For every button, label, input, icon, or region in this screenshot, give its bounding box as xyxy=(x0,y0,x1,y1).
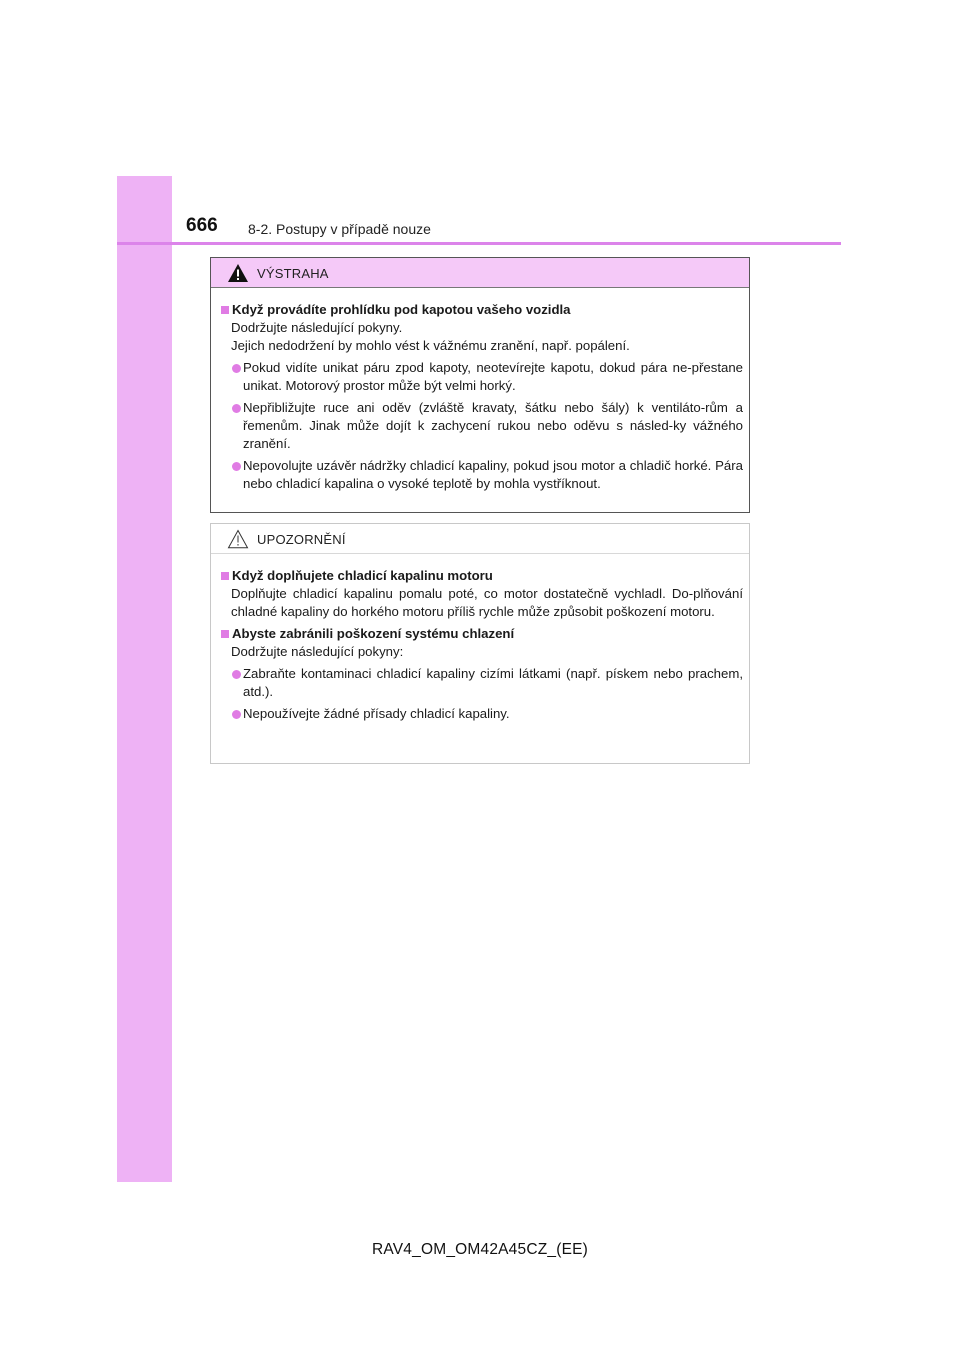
warning-heading: Když provádíte prohlídku pod kapotou vašeho vozidla xyxy=(221,301,743,319)
warning-bullet: Nepřibližujte ruce ani oděv (zvláště kravaty, šátku nebo šály) k ventiláto-rům a řemenům. Jinak může dojít k zachycení rukou nebo oděvu s násled-ky vážného zranění. xyxy=(221,399,743,453)
section-title: 8-2. Postupy v případě nouze xyxy=(248,221,431,237)
page-number: 666 xyxy=(186,215,218,236)
caution-box-header xyxy=(211,524,749,554)
caution-bullet: Nepoužívejte žádné přísady chladicí kapaliny. xyxy=(221,705,743,723)
side-tab xyxy=(117,176,172,1182)
caution-triangle-icon xyxy=(227,529,249,549)
caution-box xyxy=(210,523,750,764)
caution-text: Dodržujte následující pokyny: xyxy=(231,644,404,659)
header-rule xyxy=(117,242,841,245)
warning-line: Jejich nedodržení by mohlo vést k vážnému zranění, např. popálení. xyxy=(231,338,630,353)
caution-text: Doplňujte chladicí kapalinu pomalu poté, co motor dostatečně vychladl. Do-plňování chladné kapaliny do horkého motoru příliš rychle může způsobit poškození motoru. xyxy=(231,586,743,619)
warning-body xyxy=(211,288,749,493)
document-code: RAV4_OM_OM42A45CZ_(EE) xyxy=(371,1241,589,1258)
warning-bullet: Pokud vidíte unikat páru zpod kapoty, neotevírejte kapotu, dokud pára ne-přestane unikat. Motorový prostor může být velmi horký. xyxy=(221,359,743,395)
warning-box xyxy=(210,257,750,513)
warning-triangle-icon xyxy=(227,263,249,283)
warning-bullet: Nepovolujte uzávěr nádržky chladicí kapaliny, pokud jsou motor a chladič horké. Pára nebo chladicí kapalina o vysoké teplotě by mohla vystříknout. xyxy=(221,457,743,493)
warning-label: VÝSTRAHA xyxy=(257,266,329,281)
caution-body xyxy=(211,554,749,723)
caution-bullet: Zabraňte kontaminaci chladicí kapaliny cizími látkami (např. pískem nebo prachem, atd.). xyxy=(221,665,743,701)
caution-heading: Abyste zabránili poškození systému chlazení xyxy=(221,625,743,643)
caution-label: UPOZORNĚNÍ xyxy=(257,532,346,547)
warning-line: Dodržujte následující pokyny. xyxy=(231,320,403,335)
caution-heading: Když doplňujete chladicí kapalinu motoru xyxy=(221,567,743,585)
warning-box-header xyxy=(211,258,749,288)
